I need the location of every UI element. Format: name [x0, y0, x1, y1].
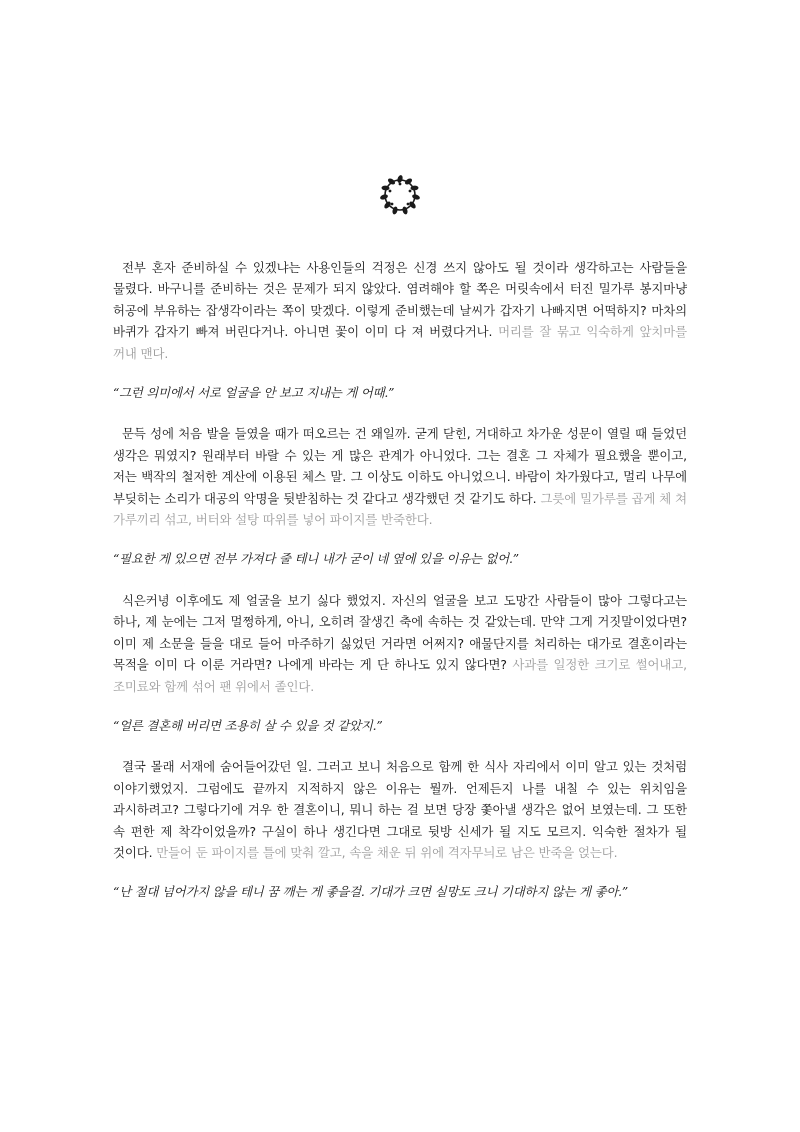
paragraph-text: 문득 성에 처음 발을 들였을 때가 떠오르는 건 왜일까. 굳게 닫힌, 거대하고 차가운 성문이 열릴 때 들었던 생각은 뭐였지? 원래부터 바랄 수 있는 게 많은 관계가 아니었다. 그는 결혼 그 자체가 필요했을 뿐이고, 저는 백작의 철저한 계산에 이용된 체스 말. 그 이상도 이하도 아니었으니. 바람이 차가웠다고, 멀리 나무에 부딪히는 소리가 대공의 악명을 뒷받침하는 것 같다고 생각했던 것 같기도 하다. — [113, 426, 687, 506]
paragraph-text: 결국 몰래 서재에 숨어들어갔던 일. 그러고 보니 처음으로 함께 한 식사 자리에서 이미 알고 있는 것처럼 이야기했었지. 그럼에도 끝까지 지적하지 않은 이유는 뭘까. 언제든지 나를 내칠 수 있는 위치임을 과시하려고? 그렇다기에 겨우 한 결혼이니, 뭐니 하는 걸 보면 당장 쫓아낼 생각은 없어 보였는데. 그 또한 속 편한 제 착각이었을까? 구실이 하나 생긴다면 그대로 뒷방 신세가 될 지도 모르지. 익숙한 절차가 될 것이다. — [113, 759, 687, 860]
dialogue-quote: “필요한 게 있으면 전부 가져다 줄 테니 내가 굳이 네 옆에 있을 이유는 없어.” — [113, 551, 519, 567]
dialogue-quote: “그런 의미에서 서로 얼굴을 안 보고 지내는 게 어때.” — [113, 385, 395, 401]
document-body — [113, 257, 687, 903]
narrative-paragraph — [113, 756, 687, 863]
dialogue-quote: “얼른 결혼해 버리면 조용히 살 수 있을 것 같았지.” — [113, 717, 383, 733]
paragraph-aside: 만들어 둔 파이지를 틀에 맞춰 깔고, 속을 채운 뒤 위에 격자무늬로 남은 반죽을 얹는다. — [152, 844, 618, 860]
dialogue-quote: “난 절대 넘어가지 않을 테니 꿈 깨는 게 좋을걸. 기대가 크면 실망도 크니 기대하지 않는 게 좋아.” — [113, 884, 629, 900]
narrative-paragraph — [113, 423, 687, 530]
narrative-paragraph — [113, 590, 687, 697]
paragraph-aside: 사과를 일정한 크기로 썰어내고, 조미료와 함께 섞어 팬 위에서 졸인다. — [113, 657, 687, 694]
paragraph-aside: 그릇에 밀가루를 곱게 체 쳐 가루끼리 섞고, 버터와 설탕 따위를 넣어 파이지를 반죽한다. — [113, 490, 688, 528]
paragraph-aside: 머리를 잘 묶고 익숙하게 앞치마를 꺼내 맨다. — [113, 324, 687, 361]
laurel-wreath-icon — [376, 171, 424, 219]
narrative-paragraph — [113, 257, 687, 364]
paragraph-text: 전부 혼자 준비하실 수 있겠냐는 사용인들의 걱정은 신경 쓰지 않아도 될 것이라 생각하고는 사람들을 물렸다. 바구니를 준비하는 것은 문제가 되지 않았다. 염려해야 할 쪽은 머릿속에서 터진 밀가루 봉지마냥 허공에 부유하는 잡생각이라는 쪽이 맞겠다. 이렇게 준비했는데 날씨가 갑자기 나빠지면 어떡하지? 마차의 바퀴가 갑자기 빠져 버린다거나. 아니면 꽃이 이미 다 져 버렸다거나. — [113, 260, 687, 340]
paragraph-text: 식은커녕 이후에도 제 얼굴을 보기 싫다 했었지. 자신의 얼굴을 보고 도망간 사람들이 많아 그렇다고는 하나, 제 눈에는 그저 멀쩡하게, 아니, 오히려 잘생긴 축에 속하는 것 같았는데. 만약 그게 거짓말이었다면? 이미 제 소문을 들을 대로 들어 마주하기 싫었던 거라면 어쩌지? 애물단지를 처리하는 대가로 결혼이라는 목적을 이미 다 이룬 거라면? 나에게 바라는 게 단 하나도 있지 않다면? — [113, 592, 687, 673]
